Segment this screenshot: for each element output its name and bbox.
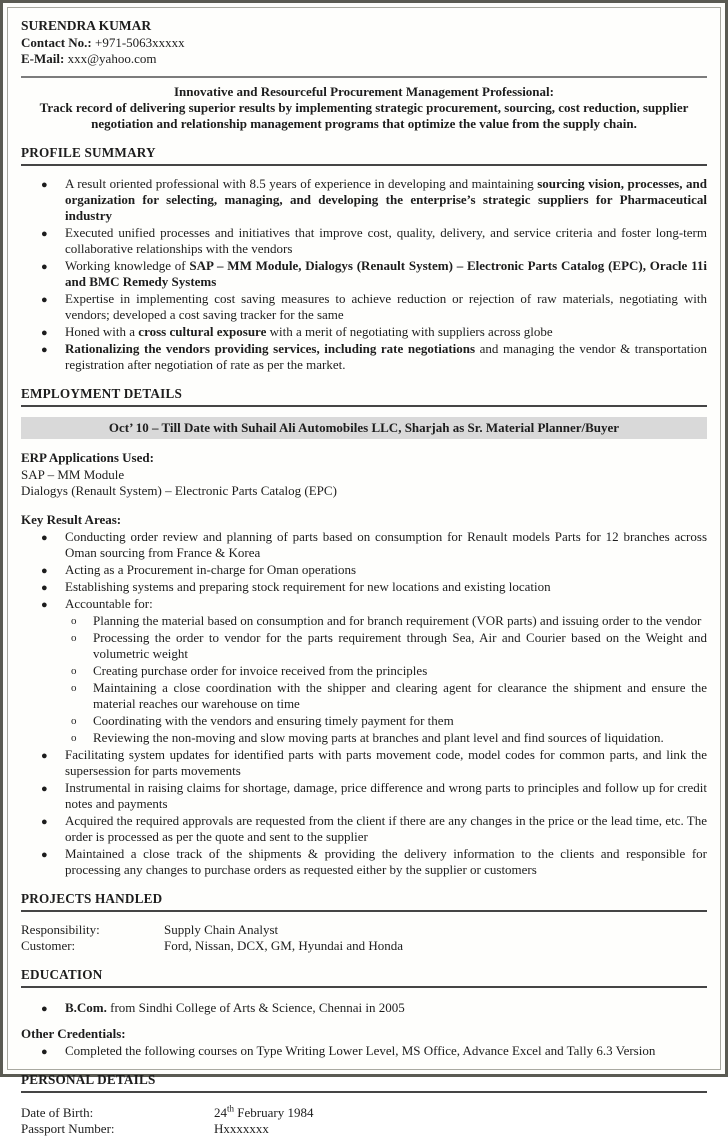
- contact-label: Contact No.:: [21, 35, 92, 50]
- other-credentials-list: [21, 1043, 707, 1059]
- education-list: [21, 1000, 707, 1016]
- bullet-marker: ●: [41, 582, 48, 594]
- bullet-text: Maintaining a close coordination with the shipper and clearing agent for clearance the shipment and ensure the material reaches our warehouse on time: [93, 680, 707, 711]
- bullet-marker: ●: [41, 599, 48, 611]
- bullet-marker: ●: [41, 294, 48, 306]
- text-line: Dialogys (Renault System) – Electronic Parts Catalog (EPC): [21, 483, 337, 498]
- bullet-marker: ●: [41, 750, 48, 762]
- detail-label: Customer:: [21, 938, 76, 953]
- personal-rows: [21, 1105, 707, 1137]
- bullet-marker: ●: [41, 261, 48, 273]
- detail-row: [21, 1121, 707, 1137]
- resume-inner-frame: [7, 7, 721, 1136]
- bullet-item: [21, 529, 707, 561]
- bullet-text: A result oriented professional with 8.5 years of experience in developing and maintaining sourcing vision, processes, and organization for selecting, managing, and developing the enterprise’s strategic suppliers for Pharmaceutical industry: [65, 176, 707, 223]
- section-title-projects-handled: PROJECTS HANDLED: [21, 891, 707, 912]
- bullet-marker: o: [71, 615, 77, 627]
- contact-value: +971-5063xxxxx: [95, 35, 185, 50]
- detail-label: Date of Birth:: [21, 1105, 94, 1120]
- bullet-item: [21, 562, 707, 578]
- bullet-text: Establishing systems and preparing stock requirement for new locations and existing location: [65, 579, 551, 594]
- bullet-text: B.Com. from Sindhi College of Arts & Science, Chennai in 2005: [65, 1000, 405, 1015]
- bullet-marker: ●: [41, 532, 48, 544]
- sub-bullet-item: [21, 663, 707, 679]
- bullet-text: Conducting order review and planning of parts based on consumption for Renault models Parts for 12 branches across Oman sourcing from France & Korea: [65, 529, 707, 560]
- detail-row: [21, 922, 707, 938]
- bullet-text: Executed unified processes and initiatives that improve cost, quality, delivery, and service criteria and foster long-term collaborative relationships with the vendors: [65, 225, 707, 256]
- sub-bullet-item: [21, 680, 707, 712]
- bullet-marker: ●: [41, 849, 48, 861]
- bullet-text: Acquired the required approvals are requested from the client if there are any changes in the price or the lead time, etc. The order is processed as per the quote and sent to the supplier: [65, 813, 707, 844]
- bullet-item: [21, 324, 707, 340]
- bullet-text: Rationalizing the vendors providing services, including rate negotiations and managing the vendor & transportation registration after negotiation of rate as per the market.: [65, 341, 707, 372]
- email-value: xxx@yahoo.com: [67, 51, 157, 66]
- erp-applications-list: [21, 467, 707, 499]
- profile-summary-list: [21, 176, 707, 373]
- detail-row: [21, 938, 707, 954]
- bullet-marker: ●: [41, 327, 48, 339]
- bullet-text: Instrumental in raising claims for shortage, damage, price difference and wrong parts to principles and follow up for credit notes and payments: [65, 780, 707, 811]
- other-credentials-heading: Other Credentials:: [21, 1026, 126, 1041]
- bullet-item: [21, 1000, 707, 1016]
- bullet-marker: o: [71, 682, 77, 694]
- projects-rows: [21, 922, 707, 954]
- bullet-text: Coordinating with the vendors and ensuring timely payment for them: [93, 713, 454, 728]
- text-line: SAP – MM Module: [21, 467, 125, 482]
- bullet-text: Expertise in implementing cost saving measures to achieve reduction or rejection of raw materials, negotiating with vendors; developed a cost saving tracker for the same: [65, 291, 707, 322]
- bullet-item: [21, 258, 707, 290]
- bullet-item: [21, 780, 707, 812]
- bullet-text: Processing the order to vendor for the parts requirement through Sea, Air and Courier based on the Weight and volumetric weight: [93, 630, 707, 661]
- header-divider: [21, 76, 707, 78]
- bullet-marker: ●: [41, 344, 48, 356]
- sub-bullet-item: [21, 630, 707, 662]
- bullet-marker: o: [71, 632, 77, 644]
- bullet-item: [21, 813, 707, 845]
- bullet-marker: o: [71, 715, 77, 727]
- bullet-marker: ●: [41, 179, 48, 191]
- bullet-marker: ●: [41, 1046, 48, 1058]
- bullet-marker: o: [71, 665, 77, 677]
- section-title-employment-details: EMPLOYMENT DETAILS: [21, 386, 707, 407]
- bullet-marker: o: [71, 732, 77, 744]
- bullet-item: [21, 846, 707, 878]
- bullet-text: Reviewing the non-moving and slow moving parts at branches and plant level and find sources of liquidation.: [93, 730, 664, 745]
- employment-banner: Oct’ 10 – Till Date with Suhail Ali Automobiles LLC, Sharjah as Sr. Material Planner/Buyer: [21, 417, 707, 439]
- bullet-item: [21, 1043, 707, 1059]
- erp-applications-heading: ERP Applications Used:: [21, 450, 154, 465]
- bullet-text: Honed with a cross cultural exposure with a merit of negotiating with suppliers across globe: [65, 324, 553, 339]
- bullet-item: [21, 579, 707, 595]
- detail-value: Ford, Nissan, DCX, GM, Hyundai and Honda: [164, 938, 404, 953]
- email-label: E-Mail:: [21, 51, 65, 66]
- bullet-text: Completed the following courses on Type Writing Lower Level, MS Office, Advance Excel and Tally 6.3 Version: [65, 1043, 656, 1058]
- bullet-marker: ●: [41, 816, 48, 828]
- headline-title: Innovative and Resourceful Procurement Management Professional:: [174, 84, 554, 99]
- bullet-text: Maintained a close track of the shipments & providing the delivery information to the clients and responsible for processing any changes to purchase orders as requested either by the supplier or customers: [65, 846, 707, 877]
- bullet-text: Acting as a Procurement in-charge for Oman operations: [65, 562, 357, 577]
- key-result-areas-heading: Key Result Areas:: [21, 512, 122, 527]
- sub-bullet-item: [21, 613, 707, 629]
- bullet-item: [21, 596, 707, 612]
- section-title-personal-details: PERSONAL DETAILS: [21, 1072, 707, 1093]
- bullet-text: Facilitating system updates for identified parts with parts movement code, model codes for common parts, and link the supersession for parts movements: [65, 747, 707, 778]
- sub-bullet-item: [21, 713, 707, 729]
- bullet-marker: ●: [41, 783, 48, 795]
- bullet-marker: ●: [41, 1003, 48, 1015]
- bullet-text: Planning the material based on consumption and for branch requirement (VOR parts) and issuing order to the vendor: [93, 613, 702, 628]
- detail-label: Responsibility:: [21, 922, 100, 937]
- email-row: [21, 51, 707, 67]
- bullet-marker: ●: [41, 565, 48, 577]
- bullet-item: [21, 291, 707, 323]
- bullet-item: [21, 341, 707, 373]
- detail-value: Supply Chain Analyst: [164, 922, 279, 937]
- bullet-text: Accountable for:: [65, 596, 153, 611]
- section-title-education: EDUCATION: [21, 967, 707, 988]
- headline: [27, 84, 701, 132]
- detail-value: 24th February 1984: [214, 1103, 314, 1120]
- bullet-text: Creating purchase order for invoice received from the principles: [93, 663, 428, 678]
- bullet-item: [21, 176, 707, 224]
- section-title-profile-summary: PROFILE SUMMARY: [21, 145, 707, 166]
- detail-value: Hxxxxxxx: [214, 1121, 269, 1136]
- contact-row: [21, 35, 707, 51]
- candidate-name: SURENDRA KUMAR: [21, 18, 152, 33]
- bullet-item: [21, 747, 707, 779]
- detail-row: [21, 1105, 707, 1121]
- key-result-areas-list: [21, 529, 707, 878]
- headline-subtitle: Track record of delivering superior results by implementing strategic procurement, sourcing, cost reduction, supplier negotiation and relationship management programs that optimize the value from the supply chain.: [39, 100, 689, 131]
- bullet-item: [21, 225, 707, 257]
- detail-label: Passport Number:: [21, 1121, 115, 1136]
- bullet-marker: ●: [41, 228, 48, 240]
- sub-bullet-item: [21, 730, 707, 746]
- bullet-text: Working knowledge of SAP – MM Module, Dialogys (Renault System) – Electronic Parts Catalog (EPC), Oracle 11i and BMC Remedy Systems: [65, 258, 707, 289]
